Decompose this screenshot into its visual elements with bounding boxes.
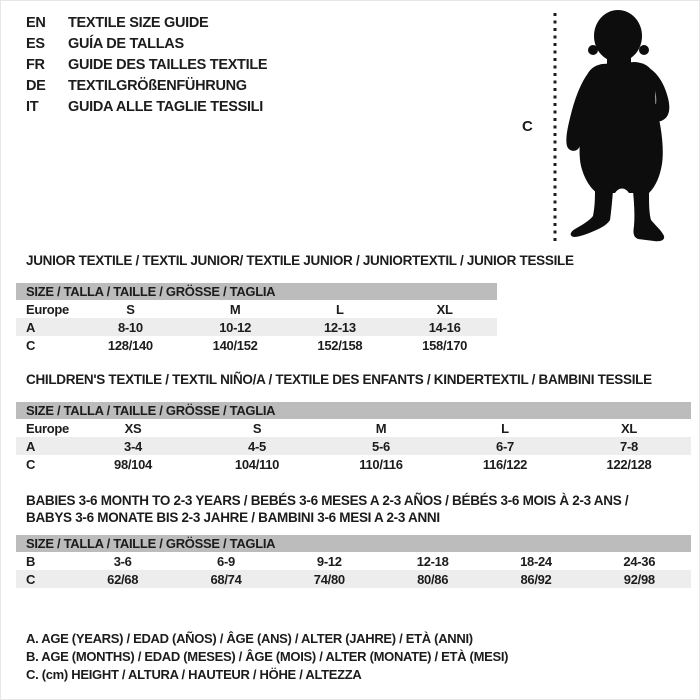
size-cell: 110/116: [359, 456, 403, 472]
size-cell: 140/152: [212, 337, 258, 353]
babies-table: [16, 535, 691, 588]
size-cell: XL: [620, 420, 637, 436]
row-label: Europe: [26, 420, 69, 436]
language-row: [26, 55, 267, 76]
language-code: DE: [26, 78, 46, 94]
size-cell: XL: [436, 301, 453, 317]
size-cell: 122/128: [606, 456, 652, 472]
language-row: [26, 13, 267, 34]
children-table-title: CHILDREN'S TEXTILE / TEXTIL NIÑO/A / TEXTILE DES ENFANTS / KINDERTEXTIL / BAMBINI TESSILE: [26, 372, 652, 387]
row-label: C: [26, 456, 36, 472]
size-cell: S: [126, 301, 135, 317]
size-cell: 14-16: [428, 319, 461, 335]
size-cell: 3-6: [113, 553, 132, 569]
measure-label-c: C: [522, 118, 533, 135]
size-cell: 12-13: [324, 319, 356, 335]
language-code: FR: [26, 57, 45, 73]
legend-line-a: A. AGE (YEARS) / EDAD (AÑOS) / ÂGE (ANS) / ALTER (JAHRE) / ETÀ (ANNI): [26, 631, 473, 646]
size-cell: 152/158: [317, 337, 363, 353]
row-label: Europe: [26, 301, 69, 317]
table-row: [16, 552, 691, 570]
row-label: C: [26, 571, 36, 587]
size-cell: 6-7: [496, 438, 514, 454]
size-cell: 18-24: [520, 553, 552, 569]
size-header-bar: SIZE / TALLA / TAILLE / GRÖSSE / TAGLIA: [16, 402, 691, 419]
size-cell: XS: [124, 420, 142, 436]
language-label: TEXTILGRÖßENFÜHRUNG: [68, 78, 247, 94]
babies-table-title: [26, 492, 628, 526]
row-label: C: [26, 337, 36, 353]
size-cell: 24-36: [623, 553, 656, 569]
language-code: EN: [26, 15, 46, 31]
babies-title-line1: BABIES 3-6 MONTH TO 2-3 YEARS / BEBÉS 3-6 MESES A 2-3 AÑOS / BÉBÉS 3-6 MOIS À 2-3 ANS /: [26, 493, 629, 508]
size-header-bar: SIZE / TALLA / TAILLE / GRÖSSE / TAGLIA: [16, 535, 691, 552]
size-cell: 9-12: [316, 553, 342, 569]
measurement-figure: [501, 1, 700, 251]
language-label: GUIDA ALLE TAGLIE TESSILI: [68, 99, 263, 115]
size-cell: 12-18: [416, 553, 449, 569]
language-code: ES: [26, 36, 45, 52]
language-code: IT: [26, 99, 39, 115]
size-cell: 98/104: [114, 456, 152, 472]
language-label: TEXTILE SIZE GUIDE: [68, 15, 209, 31]
table-row: [16, 437, 691, 455]
babies-title-line2: BABYS 3-6 MONATE BIS 2-3 JAHRE / BAMBINI 3-6 MESI A 2-3 ANNI: [26, 510, 440, 525]
table-row: [16, 336, 497, 354]
toddler-silhouette: [557, 6, 700, 246]
size-cell: 128/140: [107, 337, 153, 353]
table-row: [16, 419, 691, 437]
size-cell: M: [375, 420, 387, 436]
table-row: [16, 570, 691, 588]
size-cell: S: [252, 420, 262, 436]
size-cell: L: [501, 420, 509, 436]
size-header-bar: SIZE / TALLA / TAILLE / GRÖSSE / TAGLIA: [16, 283, 497, 300]
size-cell: 8-10: [117, 319, 143, 335]
size-cell: 86/92: [520, 571, 552, 587]
size-cell: M: [229, 301, 241, 317]
size-cell: 80/86: [417, 571, 449, 587]
language-label: GUIDE DES TAILLES TEXTILE: [68, 57, 268, 73]
language-label: GUÍA DE TALLAS: [68, 36, 184, 52]
size-cell: 92/98: [623, 571, 655, 587]
row-label: A: [26, 319, 36, 335]
size-cell: 10-12: [219, 319, 251, 335]
size-cell: 62/68: [107, 571, 139, 587]
language-row: [26, 97, 267, 118]
size-cell: 5-6: [372, 438, 390, 454]
legend-line-c: C. (cm) HEIGHT / ALTURA / HAUTEUR / HÖHE / ALTEZZA: [26, 667, 362, 682]
size-cell: 3-4: [124, 438, 142, 454]
junior-table: [16, 283, 497, 354]
size-cell: 6-9: [217, 553, 235, 569]
language-row: [26, 34, 267, 55]
row-label: A: [26, 438, 36, 454]
measurement-legend: [26, 630, 508, 684]
size-cell: 104/110: [234, 456, 280, 472]
size-cell: 68/74: [210, 571, 242, 587]
size-cell: 74/80: [313, 571, 345, 587]
table-row: [16, 455, 691, 473]
size-cell: 116/122: [482, 456, 528, 472]
row-label: B: [26, 553, 36, 569]
junior-table-title: JUNIOR TEXTILE / TEXTIL JUNIOR/ TEXTILE JUNIOR / JUNIORTEXTIL / JUNIOR TESSILE: [26, 253, 574, 268]
size-cell: 4-5: [248, 438, 266, 454]
size-cell: 158/170: [422, 337, 468, 353]
table-row: [16, 300, 497, 318]
language-row: [26, 76, 267, 97]
children-table: [16, 402, 691, 473]
language-title-block: [26, 13, 267, 118]
legend-line-b: B. AGE (MONTHS) / EDAD (MESES) / ÂGE (MOIS) / ALTER (MONATE) / ETÀ (MESI): [26, 649, 509, 664]
size-cell: 7-8: [620, 438, 638, 454]
table-row: [16, 318, 497, 336]
size-cell: L: [336, 301, 344, 317]
